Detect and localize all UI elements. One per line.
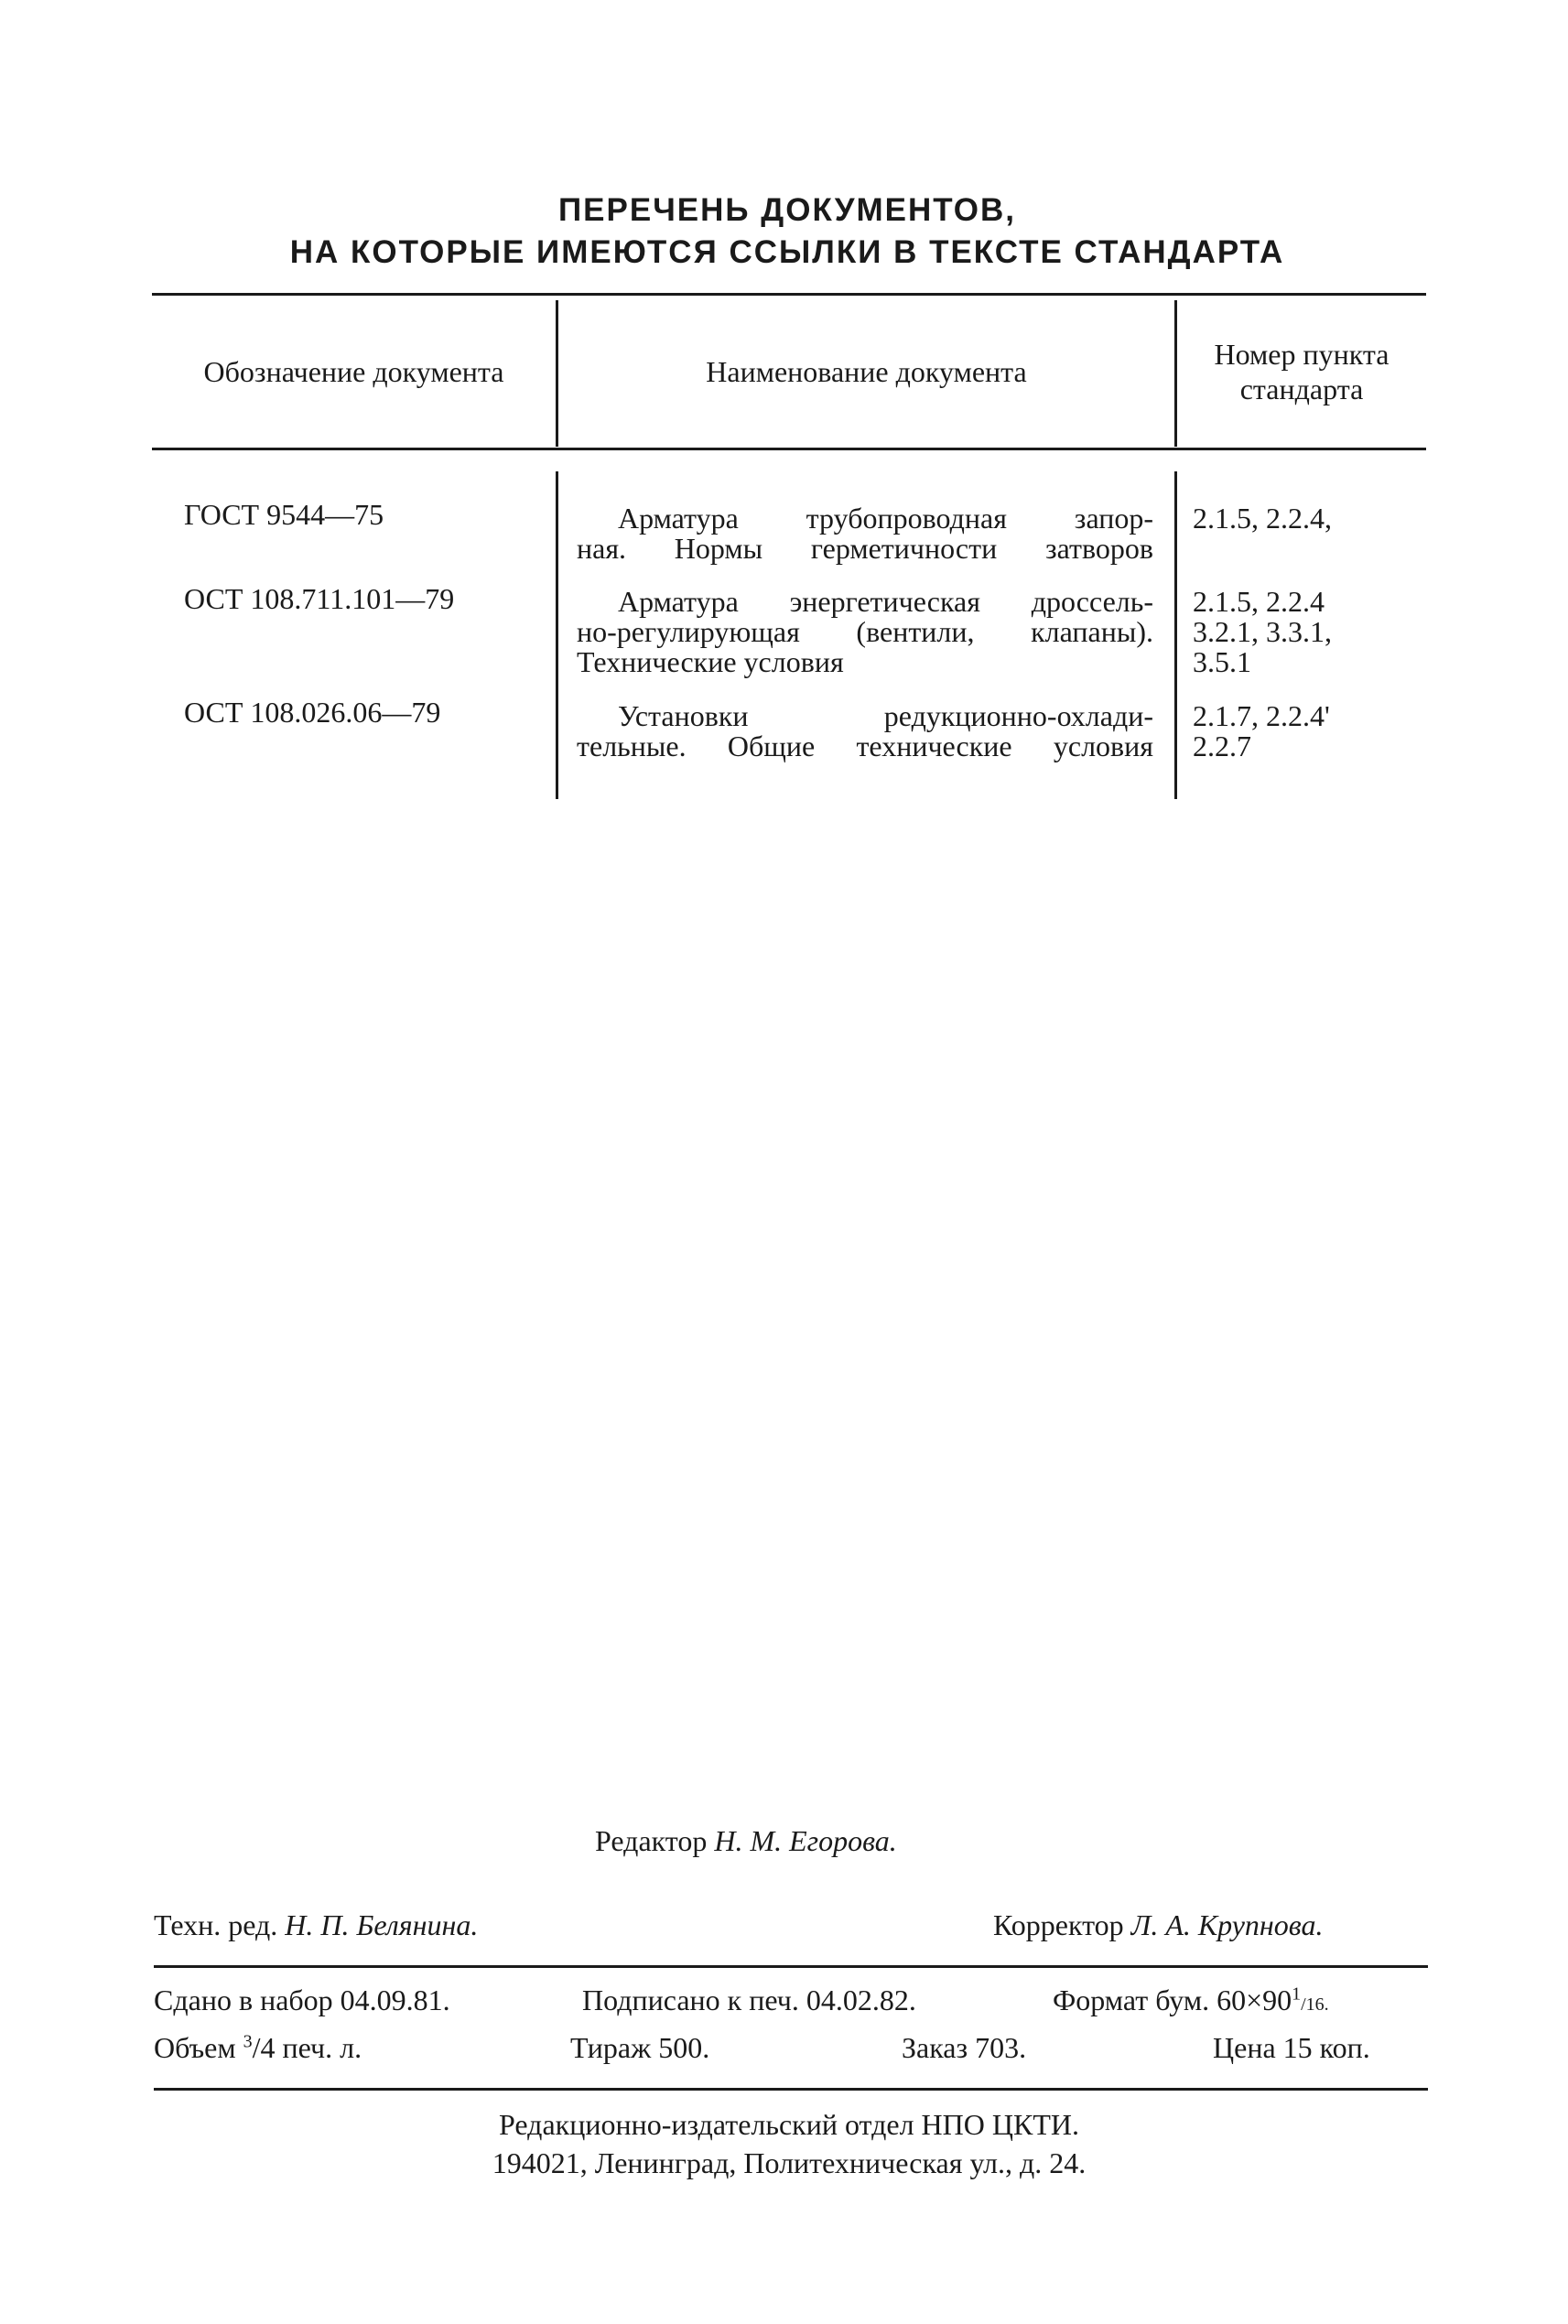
header-clause — [1177, 337, 1426, 406]
row-2-clause-line-3: 3.5.1 — [1193, 645, 1251, 678]
proofreader-name: Л. А. Крупнова. — [1130, 1908, 1324, 1941]
header-clause-line-1: Номер пункта — [1214, 338, 1390, 371]
imprint-price: Цена 15 коп. — [1213, 2031, 1370, 2064]
header-clause-line-2: стандарта — [1239, 373, 1364, 405]
imprint-run: Тираж 500. — [570, 2031, 710, 2064]
row-3-clause-line-1: 2.1.7, 2.2.4' — [1193, 699, 1330, 732]
tech-editor-label: Техн. ред. — [154, 1908, 278, 1941]
header-name: Наименование документа — [706, 355, 1027, 388]
page-title-line-1: ПЕРЕЧЕНЬ ДОКУМЕНТОВ, — [558, 192, 1016, 228]
row-3-designation: ОСТ 108.026.06—79 — [184, 696, 441, 729]
imprint-format-sup: 1 — [1292, 1984, 1302, 2005]
editor-name: Н. М. Егорова. — [714, 1824, 897, 1857]
imprint-volume-prefix: Объем — [154, 2031, 236, 2064]
row-2-designation: ОСТ 108.711.101—79 — [184, 582, 455, 615]
imprint-volume-frac-rest: /4 — [252, 2031, 276, 2064]
publisher-line-1: Редакционно-издательский отдел НПО ЦКТИ. — [499, 2108, 1079, 2141]
row-3-clause-line-2: 2.2.7 — [1193, 730, 1251, 762]
tech-editor-name: Н. П. Белянина. — [285, 1908, 479, 1941]
imprint-format-prefix: Формат бум. 60×90 — [1053, 1984, 1292, 2016]
imprint-format — [1053, 1984, 1329, 2017]
tech-editor-credit — [154, 1908, 478, 1942]
imprint-volume — [154, 2031, 362, 2065]
row-1-designation: ГОСТ 9544—75 — [184, 498, 384, 531]
row-2-name-line-3: Технические условия — [577, 645, 844, 678]
table-header-rule — [152, 448, 1426, 450]
imprint-bottom-rule — [154, 2088, 1428, 2091]
editor-credit — [595, 1824, 897, 1858]
editor-label: Редактор — [595, 1824, 708, 1857]
column-divider-2-body — [1174, 471, 1177, 799]
proofreader-credit — [993, 1908, 1323, 1942]
page-title-line-2: НА КОТОРЫЕ ИМЕЮТСЯ ССЫЛКИ В ТЕКСТЕ СТАНДАРТА — [289, 234, 1285, 270]
row-2-name-line-1: Арматура энергетическая дроссель- — [618, 585, 1153, 618]
row-2-clause-line-2: 3.2.1, 3.3.1, — [1193, 615, 1332, 648]
row-2-clause-line-1: 2.1.5, 2.2.4 — [1193, 585, 1325, 618]
imprint-typeset: Сдано в набор 04.09.81. — [154, 1984, 450, 2016]
proofreader-label: Корректор — [993, 1908, 1124, 1941]
header-designation: Обозначение документа — [203, 355, 504, 388]
imprint-format-sub: /16. — [1301, 1994, 1329, 2015]
imprint-volume-frac-sup: 3 — [243, 2031, 253, 2052]
column-divider-1-body — [556, 471, 558, 799]
publisher-line-2: 194021, Ленинград, Политехническая ул., д. 24. — [492, 2146, 1087, 2179]
row-3-name-line-1: Установки редукционно-охлади- — [618, 699, 1153, 732]
row-1-name-line-1: Арматура трубопроводная запор- — [618, 502, 1153, 535]
row-1-name-line-2: ная. Нормы герметичности затворов — [577, 532, 1153, 565]
imprint-signed: Подписано к печ. 04.02.82. — [582, 1984, 916, 2016]
row-1-clause-line-1: 2.1.5, 2.2.4, — [1193, 502, 1332, 535]
table-top-rule — [152, 293, 1426, 296]
row-3-name-line-2: тельные. Общие технические условия — [577, 730, 1153, 762]
row-2-name-line-2: но-регулирующая (вентили, клапаны). — [577, 615, 1153, 648]
imprint-top-rule — [154, 1965, 1428, 1968]
imprint-order: Заказ 703. — [902, 2031, 1027, 2064]
imprint-volume-suffix: печ. л. — [282, 2031, 362, 2064]
